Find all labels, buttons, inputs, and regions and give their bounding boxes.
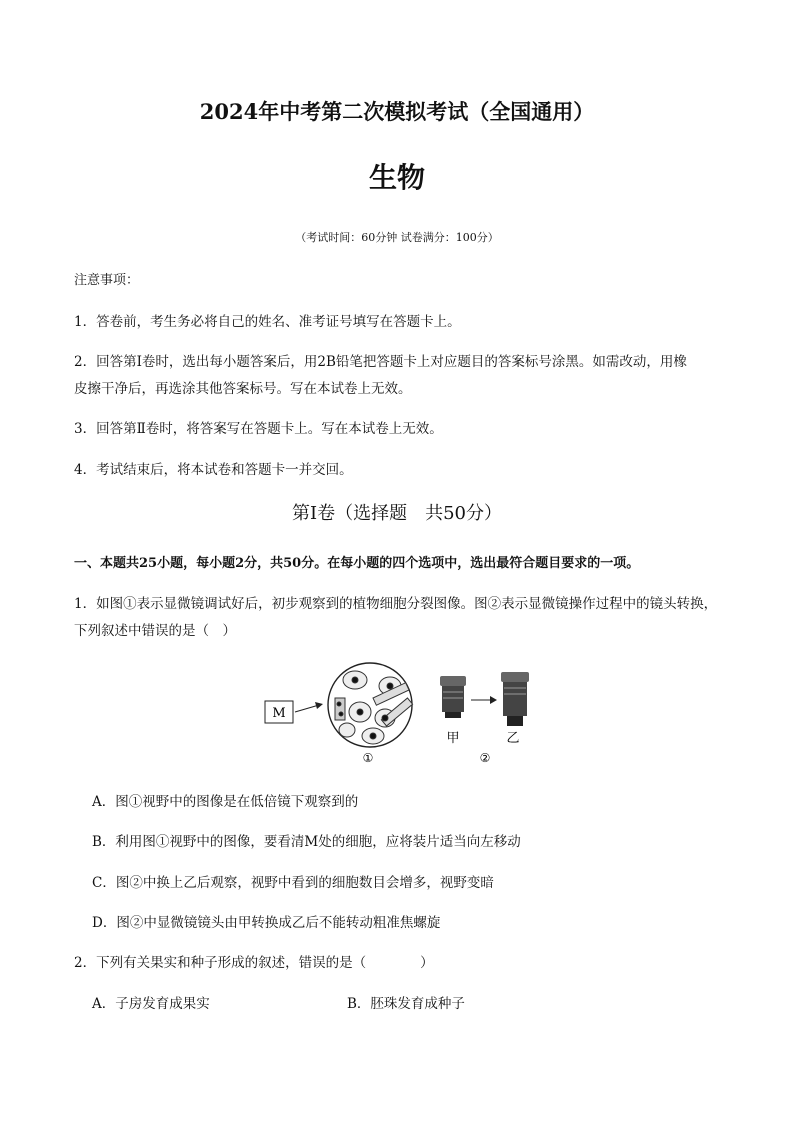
notes-heading: 注意事项：	[74, 273, 140, 288]
exam-title: 2024年中考第二次模拟考试（全国通用）	[199, 99, 595, 124]
q1-stem-line2: 下列叙述中错误的是（ ）	[74, 623, 236, 639]
q2-stem: 2．下列有关果实和种子形成的叙述，错误的是（ ）	[74, 955, 434, 971]
arrow-head-2	[490, 696, 497, 704]
subject-title: 生物	[368, 161, 425, 194]
section-instruction: 一、本题共25小题，每小题2分，共50分。在每小题的四个选项中，选出最符合题目要求的一项。	[74, 556, 640, 571]
objective-lens-b	[501, 672, 529, 726]
arrow-head-1	[315, 702, 323, 709]
label-figure-1: ①	[362, 751, 374, 765]
q1-option-c: C．图②中换上乙后观察，视野中看到的细胞数目会增多，视野变暗	[92, 875, 494, 891]
microscope-figure-svg	[255, 660, 555, 770]
q1-stem-line1: 1．如图①表示显微镜调试好后，初步观察到的植物细胞分裂图像。图②表示显微镜操作过程中的镜头转换，	[74, 596, 718, 612]
q1-option-b: B．利用图①视野中的图像，要看清M处的细胞，应将装片适当向左移动	[92, 834, 521, 850]
q1-option-a: A．图①视野中的图像是在低倍镜下观察到的	[92, 794, 359, 810]
note-item-2: 2．回答第Ⅰ卷时，选出每小题答案后，用2B铅笔把答题卡上对应题目的答案标号涂黑。如需改动，用橡	[74, 354, 687, 370]
note-item-1: 1．答卷前，考生务必将自己的姓名、准考证号填写在答题卡上。	[74, 314, 461, 330]
q1-option-d: D．图②中显微镜镜头由甲转换成乙后不能转动粗准焦螺旋	[92, 915, 441, 931]
microscope-figure	[255, 660, 555, 770]
m-box-label: M	[272, 706, 286, 721]
label-figure-2: ②	[479, 751, 491, 765]
note-item-2-cont: 皮擦干净后，再选涂其他答案标号。写在本试卷上无效。	[74, 381, 412, 397]
q2-option-b: B．胚珠发育成种子	[347, 996, 465, 1012]
lens-b-label: 乙	[506, 731, 520, 746]
arrow-line-1	[295, 705, 319, 712]
q2-option-a: A．子房发育成果实	[92, 996, 210, 1012]
note-item-4: 4．考试结束后，将本试卷和答题卡一并交回。	[74, 462, 353, 478]
section-title: 第Ⅰ卷（选择题 共50分）	[291, 503, 502, 524]
exam-info: （考试时间：60分钟 试卷满分：100分）	[295, 231, 499, 244]
note-item-3: 3．回答第Ⅱ卷时，将答案写在答题卡上。写在本试卷上无效。	[74, 421, 443, 437]
lens-a-label: 甲	[446, 731, 460, 746]
objective-lens-a	[440, 676, 466, 718]
